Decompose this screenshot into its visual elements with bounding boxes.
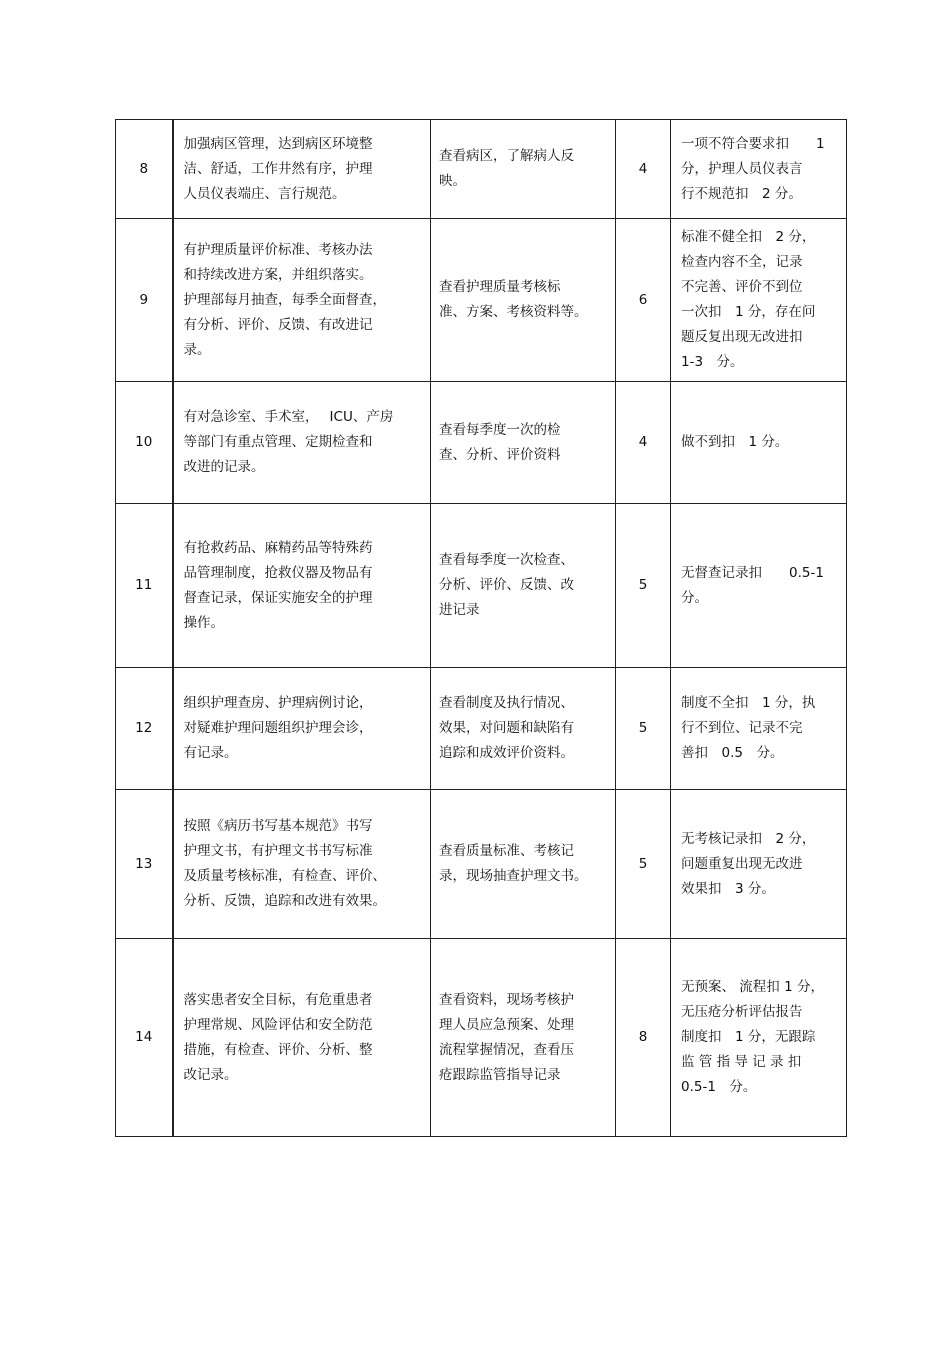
item-number: 12	[116, 668, 173, 790]
nursing-quality-table	[115, 119, 847, 1137]
method-cell: 查看制度及执行情况、 效果，对问题和缺陷有 追踪和成效评价资料。	[431, 668, 616, 790]
standard-cell: 落实患者安全目标，有危重患者 护理常规、风险评估和安全防范 措施，有检查、评价、分析、整 改记录。	[173, 939, 431, 1137]
standard-cell: 组织护理查房、护理病例讨论， 对疑难护理问题组织护理会诊， 有记录。	[173, 668, 431, 790]
item-number: 14	[116, 939, 173, 1137]
table-row	[116, 668, 847, 790]
table-row	[116, 939, 847, 1137]
score-cell: 5	[616, 504, 671, 668]
table-row	[116, 382, 847, 504]
deduction-cell: 做不到扣 1 分。	[671, 382, 847, 504]
score-cell: 8	[616, 939, 671, 1137]
score-cell: 5	[616, 790, 671, 939]
item-number: 8	[116, 120, 173, 219]
item-number: 10	[116, 382, 173, 504]
score-cell: 6	[616, 219, 671, 382]
method-cell: 查看病区，了解病人反 映。	[431, 120, 616, 219]
table-row	[116, 219, 847, 382]
standard-cell: 有抢救药品、麻精药品等特殊药 品管理制度，抢救仪器及物品有 督查记录，保证实施安全的护理 操作。	[173, 504, 431, 668]
standard-cell: 有对急诊室、手术室， ICU、产房 等部门有重点管理、定期检查和 改进的记录。	[173, 382, 431, 504]
item-number: 13	[116, 790, 173, 939]
method-cell: 查看每季度一次的检 查、分析、评价资料	[431, 382, 616, 504]
standard-cell: 按照《病历书写基本规范》书写 护理文书，有护理文书书写标准 及质量考核标准，有检查、评价、 分析、反馈，追踪和改进有效果。	[173, 790, 431, 939]
standard-cell: 加强病区管理，达到病区环境整 洁、舒适，工作井然有序，护理 人员仪表端庄、言行规范。	[173, 120, 431, 219]
deduction-cell: 标准不健全扣 2 分， 检查内容不全，记录 不完善、评价不到位 一次扣 1 分，存在问 题反复出现无改进扣 1-3 分。	[671, 219, 847, 382]
table-row	[116, 120, 847, 219]
deduction-cell: 一项不符合要求扣 1 分，护理人员仪表言 行不规范扣 2 分。	[671, 120, 847, 219]
table-row	[116, 504, 847, 668]
method-cell: 查看每季度一次检查、 分析、评价、反馈、改 进记录	[431, 504, 616, 668]
method-cell: 查看质量标准、考核记 录，现场抽查护理文书。	[431, 790, 616, 939]
deduction-cell: 无预案、 流程扣 1 分， 无压疮分析评估报告 制度扣 1 分，无跟踪 监 管 指 导 记 录 扣 0.5-1 分。	[671, 939, 847, 1137]
deduction-cell: 无考核记录扣 2 分， 问题重复出现无改进 效果扣 3 分。	[671, 790, 847, 939]
score-cell: 5	[616, 668, 671, 790]
score-cell: 4	[616, 120, 671, 219]
item-number: 11	[116, 504, 173, 668]
standard-cell: 有护理质量评价标准、考核办法 和持续改进方案，并组织落实。 护理部每月抽查，每季全面督查， 有分析、评价、反馈、有改进记 录。	[173, 219, 431, 382]
method-cell: 查看资料，现场考核护 理人员应急预案、处理 流程掌握情况，查看压 疮跟踪监管指导记录	[431, 939, 616, 1137]
item-number: 9	[116, 219, 173, 382]
table-row	[116, 790, 847, 939]
deduction-cell: 制度不全扣 1 分，执 行不到位、记录不完 善扣 0.5 分。	[671, 668, 847, 790]
deduction-cell: 无督查记录扣 0.5-1 分。	[671, 504, 847, 668]
method-cell: 查看护理质量考核标 准、方案、考核资料等。	[431, 219, 616, 382]
score-cell: 4	[616, 382, 671, 504]
